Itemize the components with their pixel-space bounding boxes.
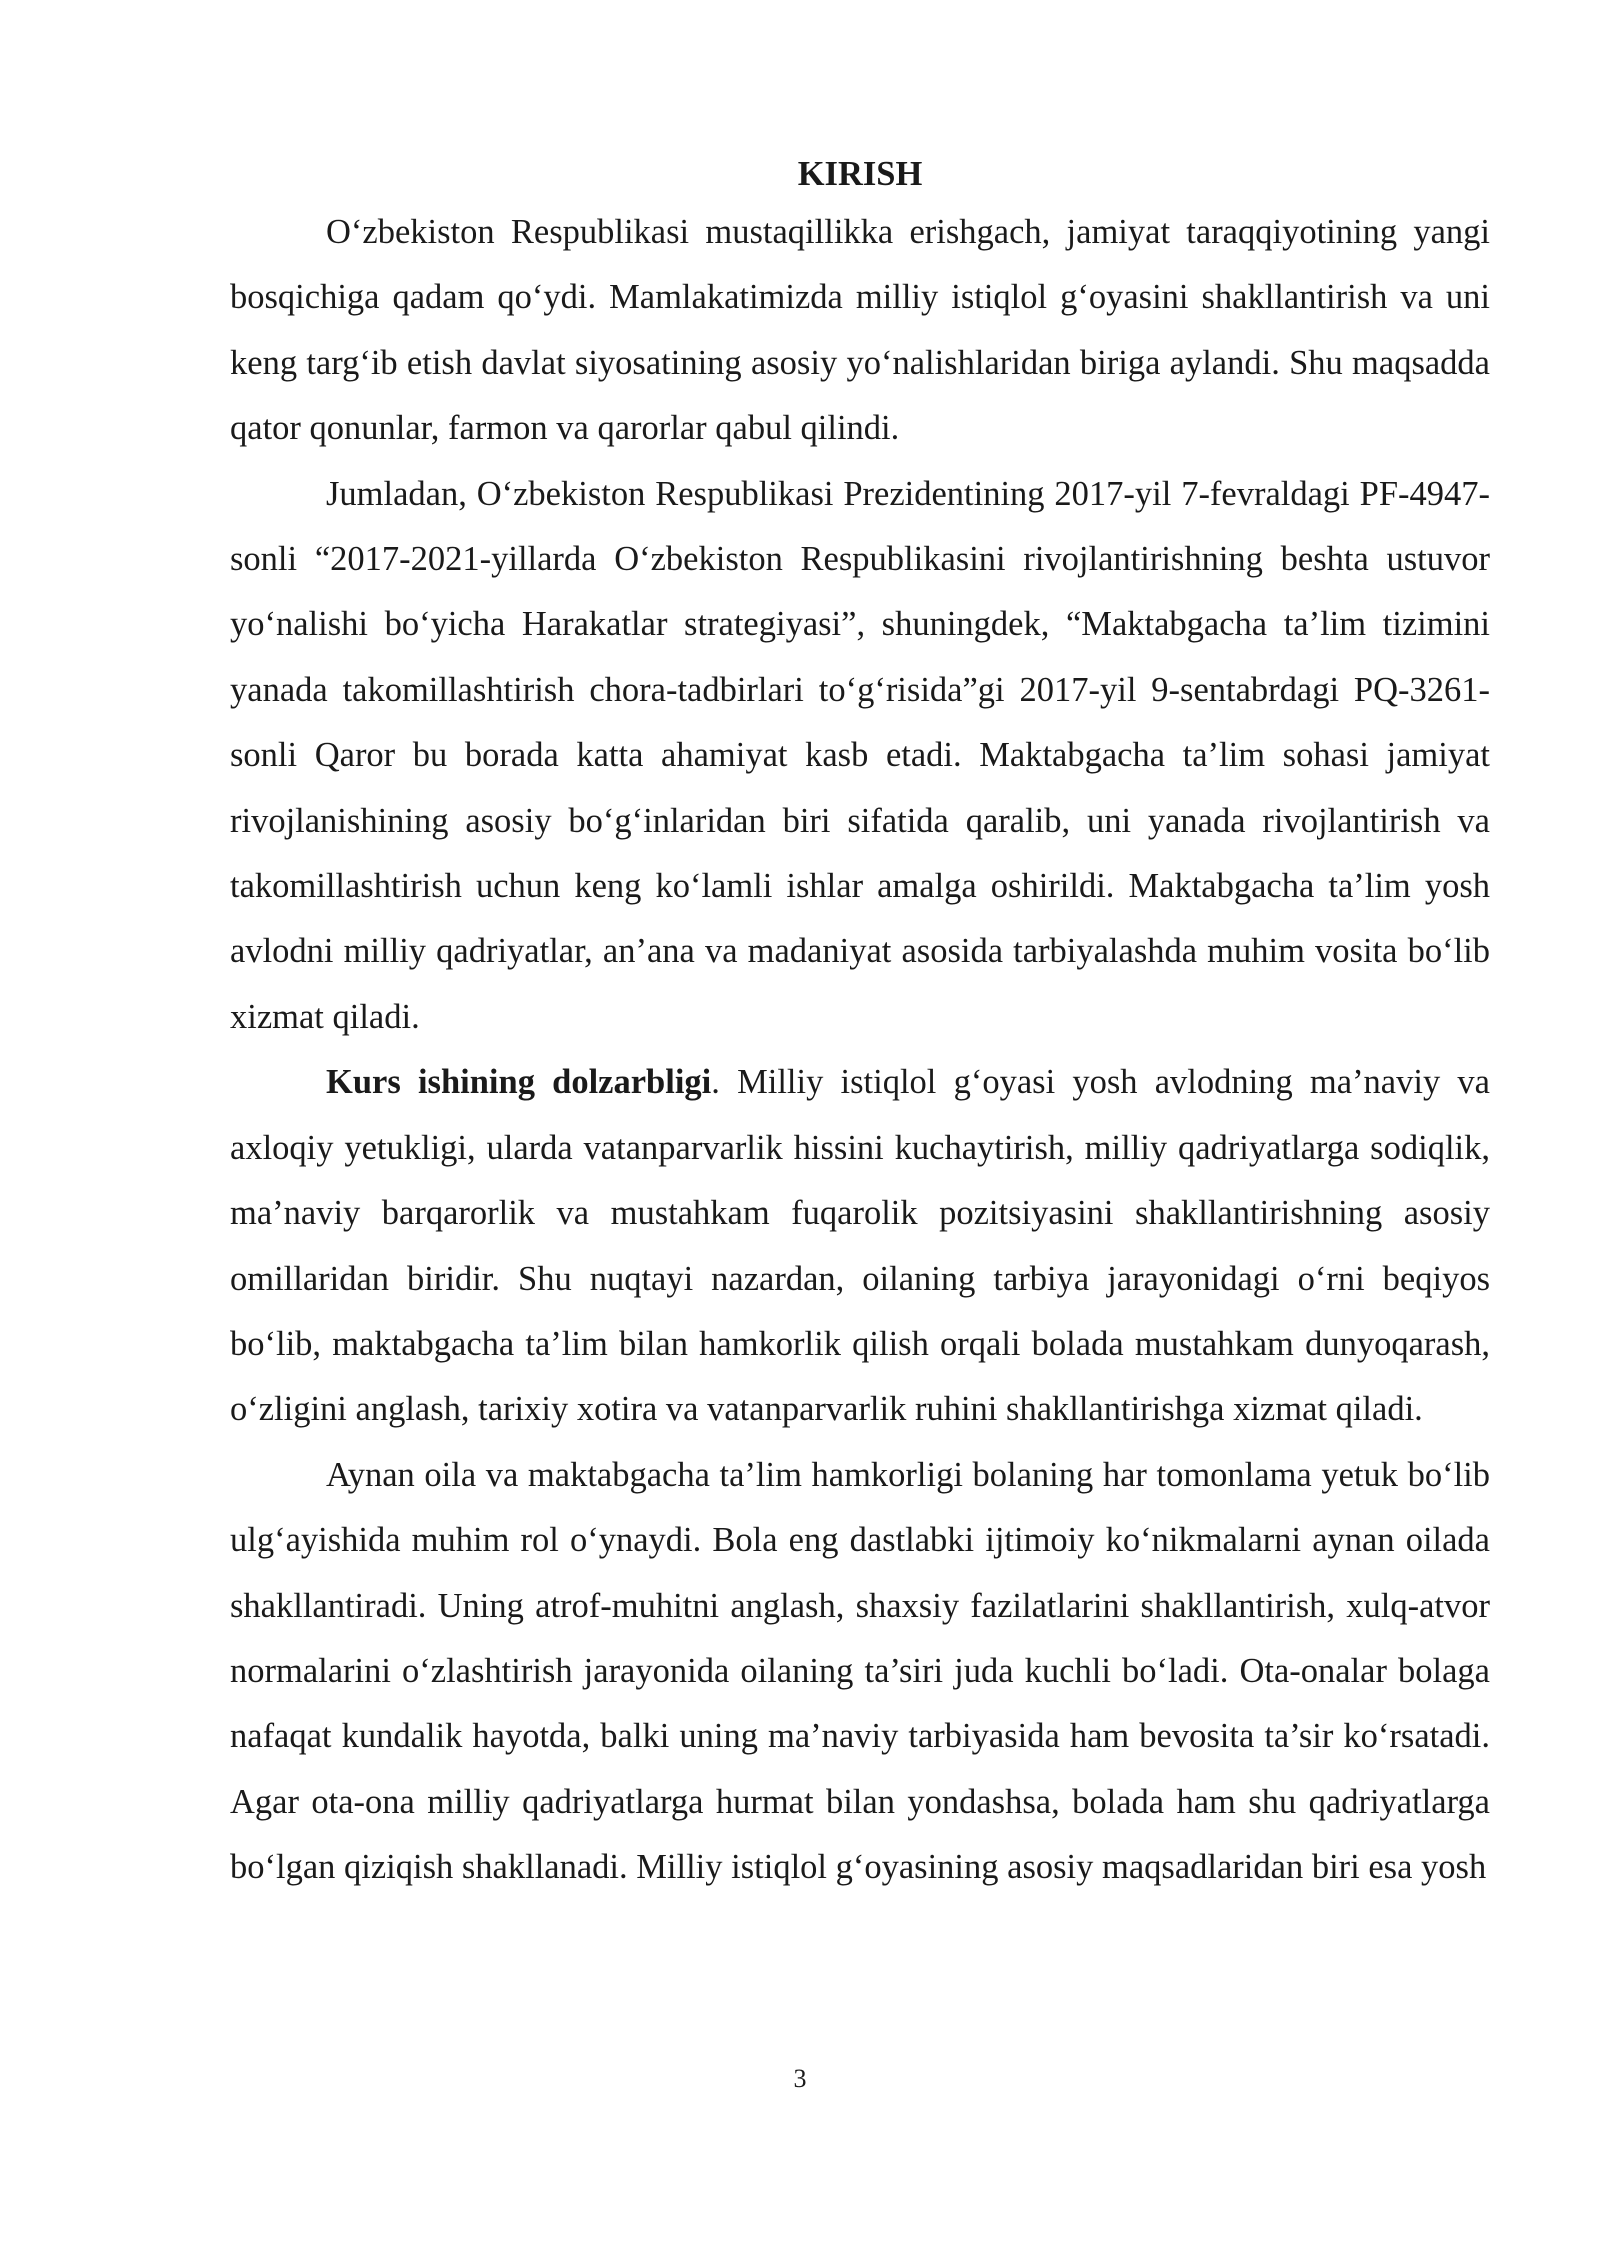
- paragraph-text: Jumladan, O‘zbekiston Respublikasi Prezidentining 2017-yil 7-fevraldagi PF-4947-sonli “2017-2021-yillarda O‘zbekiston Respublikasini rivojlantirishning beshta ustuvor yo‘nalishi bo‘yicha Harakatlar strategiyasi”, shuningdek, “Maktabgacha ta’lim tizimini yanada takomillashtirish chora-tadbirlari to‘g‘risida”gi 2017-yil 9-sentabrdagi PQ-3261-sonli Qaror bu borada katta ahamiyat kasb etadi. Maktabgacha ta’lim sohasi jamiyat rivojlanishining asosiy bo‘g‘inlaridan biri sifatida qaralib, uni yanada rivojlantirish va takomillashtirish uchun keng ko‘lamli ishlar amalga oshirildi. Maktabgacha ta’lim yosh avlodni milliy qadriyatlar, an’ana va madaniyat asosida tarbiyalashda muhim vosita bo‘lib xizmat qiladi.: [230, 474, 1490, 1036]
- page-content: [230, 148, 1490, 1901]
- paragraph-text: Aynan oila va maktabgacha ta’lim hamkorligi bolaning har tomonlama yetuk bo‘lib ulg‘ayishida muhim rol o‘ynaydi. Bola eng dastlabki ijtimoiy ko‘nikmalarni aynan oilada shakllantiradi. Uning atrof-muhitni anglash, shaxsiy fazilatlarini shakllantirish, xulq-atvor normalarini o‘zlashtirish jarayonida oilaning ta’siri juda kuchli bo‘ladi. Ota-onalar bolaga nafaqat kundalik hayotda, balki uning ma’naviy tarbiyasida ham bevosita ta’sir ko‘rsatadi. Agar ota-ona milliy qadriyatlarga hurmat bilan yondashsa, bolada ham shu qadriyatlarga bo‘lgan qiziqish shakllanadi. Milliy istiqlol g‘oyasining asosiy maqsadlaridan biri esa yosh: [230, 1455, 1490, 1887]
- relevance-lead: Kurs ishining dolzarbligi: [326, 1063, 712, 1102]
- paragraph-relevance: [230, 1050, 1490, 1442]
- page-number: 3: [793, 2064, 807, 2093]
- paragraph-text: O‘zbekiston Respublikasi mustaqillikka erishgach, jamiyat taraqqiyotining yangi bosqichiga qadam qo‘ydi. Mamlakatimizda milliy istiqlol g‘oyasini shakllantirish va uni keng targ‘ib etish davlat siyosatining asosiy yo‘nalishlaridan biriga aylandi. Shu maqsadda qator qonunlar, farmon va qarorlar qabul qilindi.: [230, 213, 1490, 448]
- paragraph-text: . Milliy istiqlol g‘oyasi yosh avlodning ma’naviy va axloqiy yetukligi, ularda vatanparvarlik hissini kuchaytirish, milliy qadriyatlarga sodiqlik, ma’naviy barqarorlik va mustahkam fuqarolik pozitsiyasini shakllantirishning asosiy omillaridan biridir. Shu nuqtayi nazardan, oilaning tarbiya jarayonidagi o‘rni beqiyos bo‘lib, maktabgacha ta’lim bilan hamkorlik qilish orqali bolada mustahkam dunyoqarash, o‘zligini anglash, tarixiy xotira va vatanparvarlik ruhini shakllantirishga xizmat qiladi.: [230, 1063, 1490, 1429]
- paragraph-decrees: [230, 462, 1490, 1051]
- section-heading: KIRISH: [797, 155, 923, 193]
- paragraph-family-cooperation: [230, 1443, 1490, 1901]
- paragraph-intro: [230, 200, 1490, 462]
